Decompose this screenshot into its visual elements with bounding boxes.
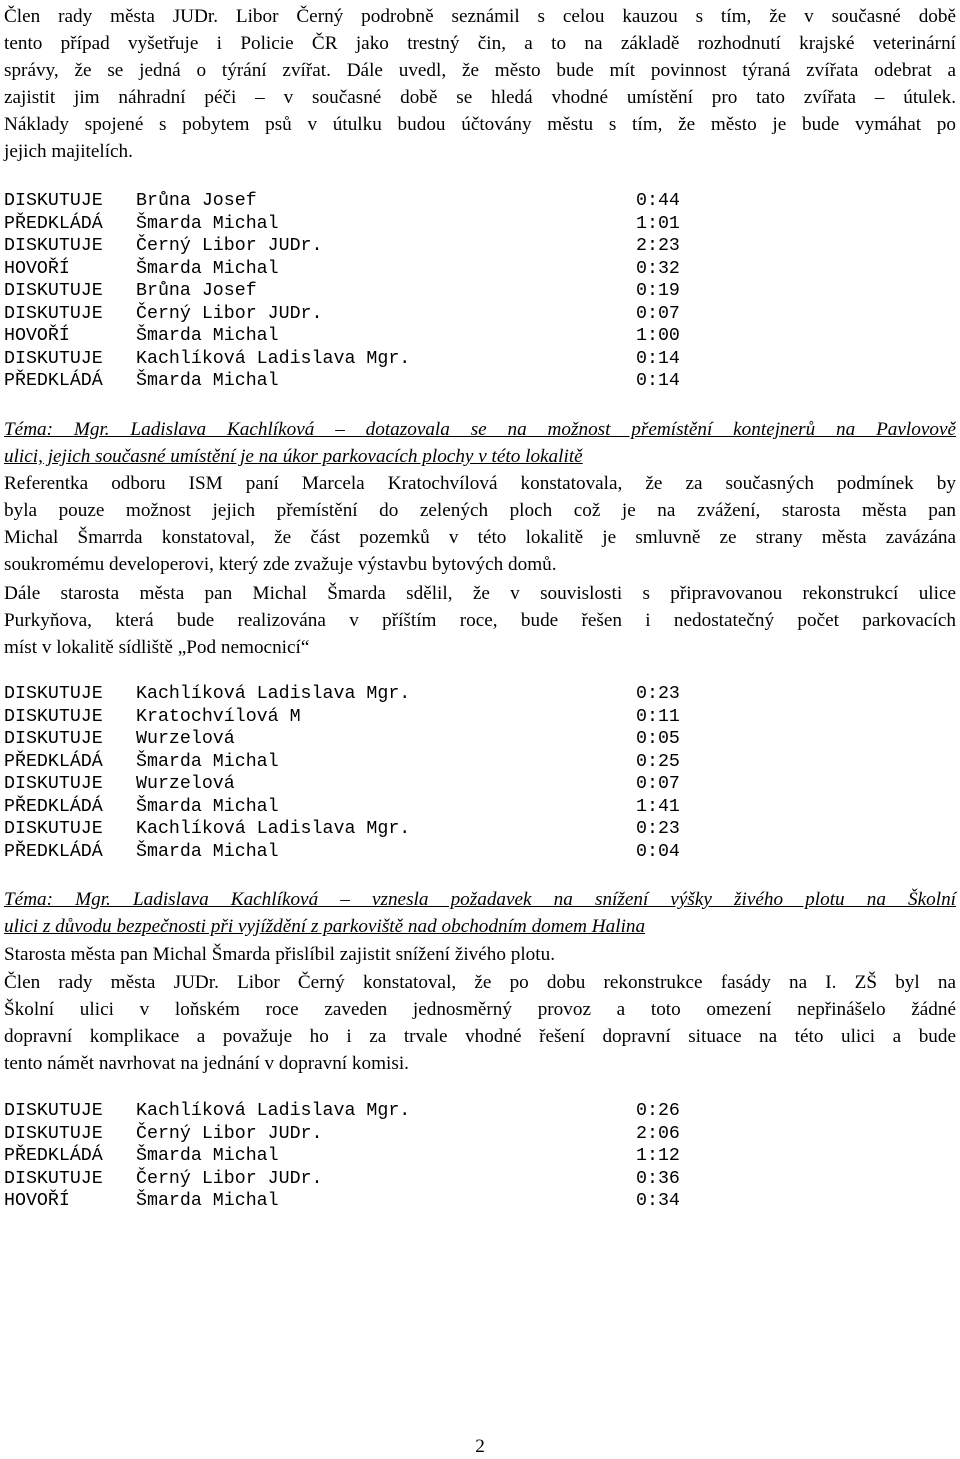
- speaker-duration: 0:07: [636, 774, 680, 794]
- speaker-log-row: [4, 1168, 956, 1191]
- topic-line: ulici, jejich současné umístění je na úkor parkovacích plochy v této lokalitě: [4, 446, 583, 467]
- speaker-name: Černý Libor JUDr.: [136, 303, 323, 324]
- speaker-name: Šmarda Michal: [136, 213, 279, 234]
- speaker-duration: 0:32: [636, 258, 680, 279]
- speaker-duration: 1:01: [636, 213, 680, 234]
- speaker-name: Černý Libor JUDr.: [136, 1168, 323, 1189]
- speaker-log: [4, 1100, 956, 1213]
- speaker-duration: 0:04: [636, 841, 680, 862]
- paragraph-line: soukromému developerovi, který zde zvažuje výstavbu bytových domů.: [4, 554, 557, 575]
- speaker-duration: 0:25: [636, 751, 680, 772]
- speaker-log-row: [4, 728, 956, 751]
- paragraph: [4, 3, 956, 165]
- speaker-action: DISKUTUJE: [4, 774, 103, 794]
- paragraph-line: Náklady spojené s pobytem psů v útulku budou účtovány městu s tím, že město je bude vymáhat po: [4, 114, 956, 135]
- speaker-duration: 2:06: [636, 1123, 680, 1144]
- paragraph-line: dopravní komplikace a považuje ho i za trvale vhodné řešení dopravní situace na této ulici a bude: [4, 1026, 956, 1047]
- paragraph-line: Dále starosta města pan Michal Šmarda sdělil, že v souvislosti s připravovanou rekonstrukcí ulice: [4, 583, 956, 604]
- speaker-name: Šmarda Michal: [136, 796, 279, 817]
- speaker-name: Wurzelová: [136, 774, 235, 794]
- speaker-action: PŘEDKLÁDÁ: [4, 371, 103, 391]
- speaker-name: Šmarda Michal: [136, 326, 279, 346]
- speaker-log-row: [4, 796, 956, 819]
- topic-line: Téma: Mgr. Ladislava Kachlíková – dotazovala se na možnost přemístění kontejnerů na Pavlovově: [4, 419, 956, 440]
- speaker-duration: 1:41: [636, 796, 680, 817]
- speaker-name: Černý Libor JUDr.: [136, 236, 323, 256]
- paragraph-line: správy, že se jedná o týrání zvířat. Dále uvedl, že město bude mít povinnost týraná zvířata odebrat a: [4, 60, 956, 81]
- speaker-name: Kachlíková Ladislava Mgr.: [136, 819, 411, 839]
- speaker-name: Brůna Josef: [136, 281, 257, 301]
- topic-line: ulici z důvodu bezpečnosti při vyjíždění z parkoviště nad obchodním domem Halina: [4, 916, 646, 937]
- speaker-log-row: [4, 1100, 956, 1123]
- speaker-action: DISKUTUJE: [4, 706, 103, 727]
- page-number: 2: [475, 1436, 485, 1457]
- speaker-action: HOVOŘÍ: [4, 1191, 70, 1211]
- speaker-log-row: [4, 303, 956, 326]
- paragraph-line: Purkyňova, která bude realizována v příštím roce, bude řešen i nedostatečný počet parkovacích: [4, 610, 956, 631]
- speaker-action: PŘEDKLÁDÁ: [4, 1146, 103, 1166]
- paragraph-line: tento případ vyšetřuje i Policie ČR jako trestný čin, a to na základě rozhodnutí krajské veterinární: [4, 33, 956, 54]
- paragraph-line: míst v lokalitě sídliště „Pod nemocnicí“: [4, 637, 310, 658]
- paragraph: [4, 470, 956, 578]
- speaker-action: DISKUTUJE: [4, 819, 103, 839]
- speaker-action: DISKUTUJE: [4, 1101, 103, 1121]
- speaker-name: Kratochvílová M: [136, 706, 301, 727]
- speaker-log-row: [4, 325, 956, 348]
- speaker-duration: 0:14: [636, 371, 680, 391]
- paragraph: [4, 941, 956, 968]
- speaker-log-row: [4, 190, 956, 213]
- speaker-log-row: [4, 235, 956, 258]
- topic-heading: [4, 416, 956, 470]
- speaker-name: Šmarda Michal: [136, 1146, 279, 1166]
- paragraph-line: byla pouze možnost jejich přemístění do zelených ploch což je na zvážení, starosta města pan: [4, 500, 956, 521]
- paragraph-line: Michal Šmarrda konstatoval, že část pozemků v této lokalitě je smluvně ze strany města zavázána: [4, 527, 956, 548]
- topic-line: Téma: Mgr. Ladislava Kachlíková – vznesla požadavek na snížení výšky živého plotu na Školní: [4, 889, 956, 910]
- speaker-duration: 0:36: [636, 1168, 680, 1189]
- paragraph-line: Člen rady města JUDr. Libor Černý podrobně seznámil s celou kauzou s tím, že v současné době: [4, 6, 956, 27]
- speaker-action: DISKUTUJE: [4, 684, 103, 704]
- speaker-duration: 1:00: [636, 326, 680, 346]
- speaker-log: [4, 190, 956, 393]
- speaker-duration: 1:12: [636, 1146, 680, 1166]
- speaker-action: PŘEDKLÁDÁ: [4, 796, 103, 817]
- speaker-action: DISKUTUJE: [4, 281, 103, 301]
- speaker-name: Šmarda Michal: [136, 841, 279, 862]
- speaker-duration: 0:23: [636, 819, 680, 839]
- speaker-name: Kachlíková Ladislava Mgr.: [136, 1101, 411, 1121]
- paragraph-line: Člen rady města JUDr. Libor Černý konstatoval, že po dobu rekonstrukce fasády na I. ZŠ byl na: [4, 972, 956, 993]
- paragraph: [4, 969, 956, 1077]
- speaker-name: Šmarda Michal: [136, 371, 279, 391]
- speaker-log-row: [4, 280, 956, 303]
- speaker-duration: 0:14: [636, 348, 680, 369]
- speaker-log-row: [4, 683, 956, 706]
- speaker-name: Šmarda Michal: [136, 258, 279, 279]
- speaker-action: DISKUTUJE: [4, 1123, 103, 1144]
- speaker-action: DISKUTUJE: [4, 303, 103, 324]
- speaker-duration: 0:23: [636, 684, 680, 704]
- speaker-log-row: [4, 1145, 956, 1168]
- paragraph-line: Referentka odboru ISM paní Marcela Kratochvílová konstatovala, že za současných podmínek by: [4, 473, 956, 494]
- speaker-duration: 2:23: [636, 236, 680, 256]
- speaker-action: HOVOŘÍ: [4, 258, 70, 279]
- paragraph-line: jejich majitelích.: [4, 141, 133, 162]
- speaker-log: [4, 683, 956, 863]
- speaker-name: Šmarda Michal: [136, 1191, 279, 1211]
- speaker-action: DISKUTUJE: [4, 236, 103, 256]
- paragraph-line: Starosta města pan Michal Šmarda přislíbil zajistit snížení živého plotu.: [4, 944, 555, 965]
- speaker-log-row: [4, 258, 956, 281]
- speaker-duration: 0:05: [636, 729, 680, 749]
- speaker-log-row: [4, 370, 956, 393]
- speaker-name: Kachlíková Ladislava Mgr.: [136, 684, 411, 704]
- speaker-action: DISKUTUJE: [4, 729, 103, 749]
- speaker-log-row: [4, 818, 956, 841]
- speaker-action: DISKUTUJE: [4, 1168, 103, 1189]
- speaker-log-row: [4, 841, 956, 864]
- paragraph-line: Školní ulici v loňském roce zaveden jednosměrný provoz a toto omezení nepřinášelo žádné: [4, 999, 956, 1020]
- speaker-action: PŘEDKLÁDÁ: [4, 841, 103, 862]
- speaker-duration: 0:07: [636, 303, 680, 324]
- speaker-name: Wurzelová: [136, 729, 235, 749]
- speaker-duration: 0:34: [636, 1191, 680, 1211]
- speaker-action: PŘEDKLÁDÁ: [4, 213, 103, 234]
- speaker-log-row: [4, 773, 956, 796]
- speaker-name: Brůna Josef: [136, 191, 257, 211]
- paragraph-line: tento námět navrhovat na jednání v dopravní komisi.: [4, 1053, 409, 1074]
- speaker-log-row: [4, 1123, 956, 1146]
- speaker-action: HOVOŘÍ: [4, 326, 70, 346]
- speaker-duration: 0:44: [636, 191, 680, 211]
- paragraph: [4, 580, 956, 661]
- speaker-action: PŘEDKLÁDÁ: [4, 751, 103, 772]
- speaker-action: DISKUTUJE: [4, 191, 103, 211]
- speaker-log-row: [4, 213, 956, 236]
- speaker-duration: 0:11: [636, 706, 680, 727]
- topic-heading: [4, 886, 956, 940]
- speaker-name: Černý Libor JUDr.: [136, 1123, 323, 1144]
- speaker-name: Šmarda Michal: [136, 751, 279, 772]
- speaker-name: Kachlíková Ladislava Mgr.: [136, 348, 411, 369]
- paragraph-line: zajistit jim náhradní péči – v současné době se hledá vhodné umístění pro tato zvířata – útulek.: [4, 87, 956, 108]
- speaker-action: DISKUTUJE: [4, 348, 103, 369]
- speaker-log-row: [4, 706, 956, 729]
- speaker-duration: 0:26: [636, 1101, 680, 1121]
- speaker-duration: 0:19: [636, 281, 680, 301]
- speaker-log-row: [4, 751, 956, 774]
- speaker-log-row: [4, 1190, 956, 1213]
- speaker-log-row: [4, 348, 956, 371]
